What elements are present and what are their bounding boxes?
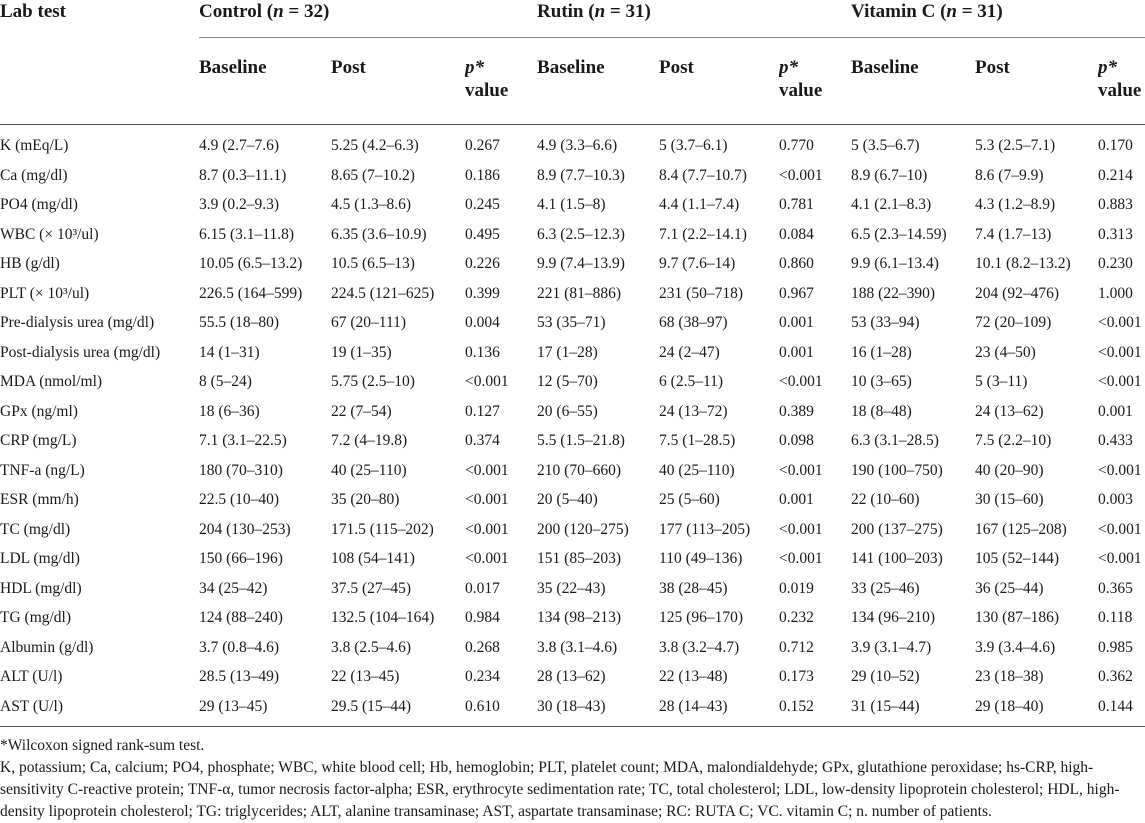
rutin-post-cell: 8.4 (7.7–10.7) <box>659 166 747 184</box>
rutin-p-cell: 0.389 <box>779 402 814 420</box>
control-p-cell: 0.610 <box>465 692 537 727</box>
rutin-post-cell: 25 (5–60) <box>659 491 720 508</box>
lab-test-header: Lab test <box>0 1 66 22</box>
control-p-cell: 0.226 <box>465 255 500 272</box>
vitc-p-cell: <0.001 <box>1098 550 1142 567</box>
rutin-baseline-cell: 30 (18–43) <box>537 692 659 727</box>
lab-test-cell: HDL (mg/dl) <box>0 579 82 597</box>
vitc-post-cell: 5 (3–11) <box>975 373 1028 390</box>
vitc-post-cell: 7.4 (1.7–13) <box>975 225 1052 243</box>
control-post-cell: 171.5 (115–202) <box>331 520 434 538</box>
lab-test-cell: PLT (× 10³/ul) <box>0 284 90 302</box>
vitc-post-cell: 23 (4–50) <box>975 343 1036 361</box>
rutin-p-cell: <0.001 <box>779 550 823 567</box>
vitc-p-cell: 0.985 <box>1098 638 1133 656</box>
table-row <box>0 220 1145 250</box>
footnote-abbreviations: K, potassium; Ca, calcium; PO4, phosphate; WBC, white blood cell; Hb, hemoglobin; PLT, platelet count; MDA, malondialdehyde; GPx, glutathione peroxidase; hs-CRP, high-sensitivity C-reactive protein; TNF-α, tumor necrosis factor-alpha; ESR, erythrocyte sedimentation rate; TC, total cholesterol; LDL, low-density lipoprotein cholesterol; HDL, high-density lipoprotein cholesterol; TG: triglycerides; ALT, alanine transaminase; AST, aspartate transaminase; RC: RUTA C; VC. vitamin C; n. number of patients. <box>0 759 1120 820</box>
control-p-cell: 0.267 <box>465 137 500 154</box>
control-post-cell: 40 (25–110) <box>331 461 407 479</box>
vitc-baseline-cell: 31 (15–44) <box>851 692 975 727</box>
control-p-cell: 0.017 <box>465 579 500 597</box>
rutin-baseline-header: Baseline <box>537 38 659 125</box>
vitc-baseline-cell: 6.3 (3.1–28.5) <box>851 432 939 449</box>
rutin-post-cell: 9.7 (7.6–14) <box>659 255 736 272</box>
vitc-post-cell: 23 (18–38) <box>975 668 1044 685</box>
vitc-baseline-header: Baseline <box>851 38 975 125</box>
rutin-p-cell: 0.860 <box>779 255 814 272</box>
vitc-baseline-cell: 141 (100–203) <box>851 550 943 567</box>
vitc-post-cell: 40 (20–90) <box>975 461 1044 479</box>
rutin-baseline-cell: 17 (1–28) <box>537 343 598 361</box>
footnote-test: *Wilcoxon signed rank-sum test. <box>0 737 205 754</box>
vitc-baseline-cell: 5 (3.5–6.7) <box>851 137 920 154</box>
control-baseline-cell: 3.7 (0.8–4.6) <box>199 638 280 656</box>
control-baseline-cell: 29 (13–45) <box>199 692 331 727</box>
control-baseline-cell: 55.5 (18–80) <box>199 314 280 331</box>
rutin-baseline-cell: 3.8 (3.1–4.6) <box>537 638 618 656</box>
vitc-post-cell: 105 (52–144) <box>975 550 1059 567</box>
lab-test-cell: ESR (mm/h) <box>0 491 79 508</box>
vitc-p-cell: 0.313 <box>1098 225 1133 243</box>
vitc-p-cell: 0.214 <box>1098 166 1133 184</box>
control-baseline-cell: 8 (5–24) <box>199 373 252 390</box>
vitc-p-cell: 0.118 <box>1098 609 1133 626</box>
lab-test-cell: CRP (mg/L) <box>0 432 77 449</box>
rutin-post-cell: 3.8 (3.2–4.7) <box>659 638 740 656</box>
group-header-control: Control (n = 32) <box>199 0 537 38</box>
control-p-cell: 0.495 <box>465 225 500 243</box>
lab-test-cell: MDA (nmol/ml) <box>0 373 103 390</box>
rutin-post-cell: 68 (38–97) <box>659 314 728 331</box>
control-p-cell: 0.268 <box>465 638 500 656</box>
lab-test-cell: PO4 (mg/dl) <box>0 196 78 213</box>
table-footnotes <box>0 735 1140 823</box>
lab-test-cell: AST (U/l) <box>0 692 199 727</box>
vitc-baseline-cell: 22 (10–60) <box>851 491 920 508</box>
vitc-post-cell: 130 (87–186) <box>975 609 1059 626</box>
control-baseline-cell: 4.9 (2.7–7.6) <box>199 137 280 154</box>
vitc-post-cell: 36 (25–44) <box>975 579 1044 597</box>
table-row <box>0 397 1145 427</box>
rutin-p-cell: 0.001 <box>779 491 814 508</box>
vitc-p-cell: <0.001 <box>1098 343 1142 361</box>
vitc-baseline-cell: 200 (137–275) <box>851 520 943 538</box>
table-row <box>0 249 1145 279</box>
table-body <box>0 125 1145 727</box>
rutin-baseline-cell: 8.9 (7.7–10.3) <box>537 166 625 184</box>
rutin-baseline-cell: 28 (13–62) <box>537 668 606 685</box>
rutin-post-cell: 28 (14–43) <box>659 692 779 727</box>
rutin-p-cell: 0.001 <box>779 314 814 331</box>
vitc-post-header: Post <box>975 38 1098 125</box>
control-post-cell: 5.75 (2.5–10) <box>331 373 415 390</box>
control-p-cell: <0.001 <box>465 520 509 538</box>
vitc-p-cell: <0.001 <box>1098 461 1142 479</box>
control-post-cell: 5.25 (4.2–6.3) <box>331 137 419 154</box>
control-p-header: p* value <box>465 38 537 125</box>
rutin-p-cell: 0.152 <box>779 692 851 727</box>
vitc-p-cell: <0.001 <box>1098 314 1142 331</box>
rutin-post-cell: 22 (13–48) <box>659 668 728 685</box>
control-baseline-cell: 150 (66–196) <box>199 550 283 567</box>
vitc-post-cell: 167 (125–208) <box>975 520 1067 538</box>
lab-test-cell: GPx (ng/ml) <box>0 402 78 420</box>
rutin-post-cell: 177 (113–205) <box>659 520 751 538</box>
rutin-baseline-cell: 200 (120–275) <box>537 520 629 538</box>
table-row <box>0 190 1145 220</box>
vitc-p-cell: 0.362 <box>1098 668 1133 685</box>
table-row <box>0 279 1145 309</box>
rutin-baseline-cell: 151 (85–203) <box>537 550 621 567</box>
rutin-baseline-cell: 5.5 (1.5–21.8) <box>537 432 625 449</box>
rutin-baseline-cell: 20 (6–55) <box>537 402 598 420</box>
rutin-p-cell: 0.084 <box>779 225 814 243</box>
vitc-p-cell: 1.000 <box>1098 284 1133 302</box>
rutin-baseline-cell: 6.3 (2.5–12.3) <box>537 225 625 243</box>
lab-test-cell: Post-dialysis urea (mg/dl) <box>0 343 161 361</box>
table-row <box>0 515 1145 545</box>
rutin-p-cell: 0.967 <box>779 284 814 302</box>
rutin-post-cell: 7.5 (1–28.5) <box>659 432 736 449</box>
rutin-baseline-cell: 20 (5–40) <box>537 491 598 508</box>
table-row <box>0 692 1145 727</box>
vitc-baseline-cell: 188 (22–390) <box>851 284 935 302</box>
control-p-cell: <0.001 <box>465 373 509 390</box>
control-baseline-cell: 180 (70–310) <box>199 461 283 479</box>
control-baseline-header: Baseline <box>199 38 331 125</box>
group-header-vitamin-c: Vitamin C (n = 31) <box>851 0 1145 38</box>
vitc-post-cell: 5.3 (2.5–7.1) <box>975 137 1056 154</box>
rutin-baseline-cell: 12 (5–70) <box>537 373 598 390</box>
rutin-post-cell: 110 (49–136) <box>659 550 743 567</box>
table-row <box>0 485 1145 515</box>
lab-test-cell: WBC (× 10³/ul) <box>0 225 99 243</box>
table-row <box>0 125 1145 161</box>
rutin-p-cell: 0.173 <box>779 668 814 685</box>
control-p-cell: 0.984 <box>465 609 500 626</box>
vitc-p-cell: 0.001 <box>1098 402 1133 420</box>
lab-test-cell: Albumin (g/dl) <box>0 638 94 656</box>
vitc-p-header: p* value <box>1098 38 1145 125</box>
rutin-p-cell: 0.001 <box>779 343 814 361</box>
control-p-cell: <0.001 <box>465 461 509 479</box>
vitc-post-cell: 10.1 (8.2–13.2) <box>975 255 1071 272</box>
control-p-cell: 0.186 <box>465 166 500 184</box>
control-p-cell: 0.127 <box>465 402 500 420</box>
rutin-post-header: Post <box>659 38 779 125</box>
control-baseline-cell: 6.15 (3.1–11.8) <box>199 225 294 243</box>
vitc-post-cell: 24 (13–62) <box>975 402 1044 420</box>
rutin-baseline-cell: 53 (35–71) <box>537 314 606 331</box>
control-baseline-cell: 8.7 (0.3–11.1) <box>199 166 287 184</box>
control-post-cell: 29.5 (15–44) <box>331 692 465 727</box>
vitc-baseline-cell: 4.1 (2.1–8.3) <box>851 196 932 213</box>
rutin-p-cell: 0.781 <box>779 196 814 213</box>
control-baseline-cell: 226.5 (164–599) <box>199 284 303 302</box>
control-p-cell: 0.234 <box>465 668 500 685</box>
vitc-baseline-cell: 29 (10–52) <box>851 668 920 685</box>
vitc-baseline-cell: 190 (100–750) <box>851 461 943 479</box>
rutin-p-cell: 0.712 <box>779 638 814 656</box>
control-p-cell: 0.136 <box>465 343 500 361</box>
rutin-post-cell: 40 (25–110) <box>659 461 735 479</box>
vitc-p-cell: 0.144 <box>1098 692 1145 727</box>
control-post-cell: 8.65 (7–10.2) <box>331 166 415 184</box>
lab-test-cell: LDL (mg/dl) <box>0 550 80 567</box>
control-post-cell: 19 (1–35) <box>331 343 392 361</box>
control-baseline-cell: 7.1 (3.1–22.5) <box>199 432 287 449</box>
control-baseline-cell: 3.9 (0.2–9.3) <box>199 196 280 213</box>
rutin-post-cell: 6 (2.5–11) <box>659 373 724 390</box>
vitc-baseline-cell: 6.5 (2.3–14.59) <box>851 225 947 243</box>
control-baseline-cell: 10.05 (6.5–13.2) <box>199 255 303 272</box>
vitc-p-cell: 0.170 <box>1098 137 1133 154</box>
lab-test-cell: HB (g/dl) <box>0 255 60 272</box>
rutin-p-cell: 0.019 <box>779 579 814 597</box>
vitc-baseline-cell: 3.9 (3.1–4.7) <box>851 638 932 656</box>
vitc-p-cell: 0.003 <box>1098 491 1133 508</box>
header-row-groups <box>0 0 1145 38</box>
vitc-p-cell: <0.001 <box>1098 520 1142 538</box>
table-row <box>0 161 1145 191</box>
control-post-cell: 22 (7–54) <box>331 402 392 420</box>
rutin-p-header: p* value <box>779 38 851 125</box>
rutin-p-cell: <0.001 <box>779 373 823 390</box>
control-post-cell: 3.8 (2.5–4.6) <box>331 638 412 656</box>
vitc-baseline-cell: 8.9 (6.7–10) <box>851 166 928 184</box>
rutin-p-cell: 0.770 <box>779 137 814 154</box>
table-row <box>0 367 1145 397</box>
control-p-cell: <0.001 <box>465 550 509 567</box>
vitc-post-cell: 4.3 (1.2–8.9) <box>975 196 1056 213</box>
control-post-header: Post <box>331 38 465 125</box>
vitc-p-cell: <0.001 <box>1098 373 1142 390</box>
vitc-post-cell: 8.6 (7–9.9) <box>975 166 1044 184</box>
control-baseline-cell: 18 (6–36) <box>199 402 260 420</box>
vitc-baseline-cell: 9.9 (6.1–13.4) <box>851 255 939 272</box>
vitc-p-cell: 0.883 <box>1098 196 1133 213</box>
control-baseline-cell: 14 (1–31) <box>199 343 260 361</box>
control-baseline-cell: 124 (88–240) <box>199 609 283 626</box>
rutin-post-cell: 7.1 (2.2–14.1) <box>659 225 747 243</box>
rutin-post-cell: 5 (3.7–6.1) <box>659 137 728 154</box>
vitc-p-cell: 0.365 <box>1098 579 1133 597</box>
control-p-cell: 0.245 <box>465 196 500 213</box>
control-post-cell: 224.5 (121–625) <box>331 284 435 302</box>
vitc-p-cell: 0.433 <box>1098 432 1133 449</box>
lab-test-cell: K (mEq/L) <box>0 137 69 154</box>
table-row <box>0 338 1145 368</box>
vitc-baseline-cell: 53 (33–94) <box>851 314 920 331</box>
rutin-baseline-cell: 210 (70–660) <box>537 461 621 479</box>
group-header-rutin: Rutin (n = 31) <box>537 0 851 38</box>
vitc-post-cell: 204 (92–476) <box>975 284 1059 302</box>
control-post-cell: 132.5 (104–164) <box>331 609 435 626</box>
vitc-baseline-cell: 33 (25–46) <box>851 579 920 597</box>
control-post-cell: 10.5 (6.5–13) <box>331 255 415 272</box>
control-p-cell: 0.374 <box>465 432 500 449</box>
vitc-post-cell: 29 (18–40) <box>975 692 1098 727</box>
vitc-post-cell: 30 (15–60) <box>975 491 1044 508</box>
control-p-cell: 0.399 <box>465 284 500 302</box>
rutin-baseline-cell: 221 (81–886) <box>537 284 621 302</box>
lab-test-cell: TNF-a (ng/L) <box>0 461 85 479</box>
vitc-post-cell: 72 (20–109) <box>975 314 1052 331</box>
lab-test-cell: TC (mg/dl) <box>0 520 71 538</box>
control-post-cell: 37.5 (27–45) <box>331 579 412 597</box>
vitc-baseline-cell: 134 (96–210) <box>851 609 935 626</box>
control-post-cell: 22 (13–45) <box>331 668 400 685</box>
control-baseline-cell: 22.5 (10–40) <box>199 491 280 508</box>
control-post-cell: 6.35 (3.6–10.9) <box>331 225 427 243</box>
rutin-post-cell: 4.4 (1.1–7.4) <box>659 196 740 213</box>
rutin-p-cell: 0.232 <box>779 609 814 626</box>
table-row <box>0 308 1145 338</box>
vitc-baseline-cell: 10 (3–65) <box>851 373 912 390</box>
vitc-baseline-cell: 18 (8–48) <box>851 402 912 420</box>
control-post-cell: 7.2 (4–19.8) <box>331 432 408 449</box>
lab-test-cell: Pre-dialysis urea (mg/dl) <box>0 314 155 331</box>
rutin-post-cell: 125 (96–170) <box>659 609 743 626</box>
control-post-cell: 4.5 (1.3–8.6) <box>331 196 412 213</box>
control-p-cell: <0.001 <box>465 491 509 508</box>
rutin-baseline-cell: 4.1 (1.5–8) <box>537 196 606 213</box>
header-row-sub <box>0 38 1145 125</box>
table-row <box>0 662 1145 692</box>
vitc-p-cell: 0.230 <box>1098 255 1133 272</box>
table-row <box>0 544 1145 574</box>
table-row <box>0 574 1145 604</box>
lab-test-cell: ALT (U/l) <box>0 668 63 685</box>
rutin-p-cell: 0.098 <box>779 432 814 449</box>
rutin-p-cell: <0.001 <box>779 461 823 479</box>
table-row <box>0 603 1145 633</box>
rutin-p-cell: <0.001 <box>779 520 823 538</box>
rutin-post-cell: 38 (28–45) <box>659 579 728 597</box>
lab-test-cell: Ca (mg/dl) <box>0 166 68 184</box>
vitc-post-cell: 7.5 (2.2–10) <box>975 432 1052 449</box>
rutin-post-cell: 24 (13–72) <box>659 402 728 420</box>
rutin-baseline-cell: 9.9 (7.4–13.9) <box>537 255 625 272</box>
table-row <box>0 456 1145 486</box>
rutin-p-cell: <0.001 <box>779 166 823 184</box>
control-post-cell: 67 (20–111) <box>331 314 407 331</box>
control-post-cell: 108 (54–141) <box>331 550 415 567</box>
rutin-baseline-cell: 134 (98–213) <box>537 609 621 626</box>
lab-test-cell: TG (mg/dl) <box>0 609 72 626</box>
table-row <box>0 633 1145 663</box>
control-baseline-cell: 34 (25–42) <box>199 579 268 597</box>
control-baseline-cell: 28.5 (13–49) <box>199 668 280 685</box>
rutin-post-cell: 24 (2–47) <box>659 343 720 361</box>
vitc-post-cell: 3.9 (3.4–4.6) <box>975 638 1056 656</box>
table-row <box>0 426 1145 456</box>
control-p-cell: 0.004 <box>465 314 500 331</box>
rutin-post-cell: 231 (50–718) <box>659 284 743 302</box>
vitc-baseline-cell: 16 (1–28) <box>851 343 912 361</box>
rutin-baseline-cell: 4.9 (3.3–6.6) <box>537 137 618 154</box>
control-baseline-cell: 204 (130–253) <box>199 520 291 538</box>
control-post-cell: 35 (20–80) <box>331 491 400 508</box>
rutin-baseline-cell: 35 (22–43) <box>537 579 606 597</box>
